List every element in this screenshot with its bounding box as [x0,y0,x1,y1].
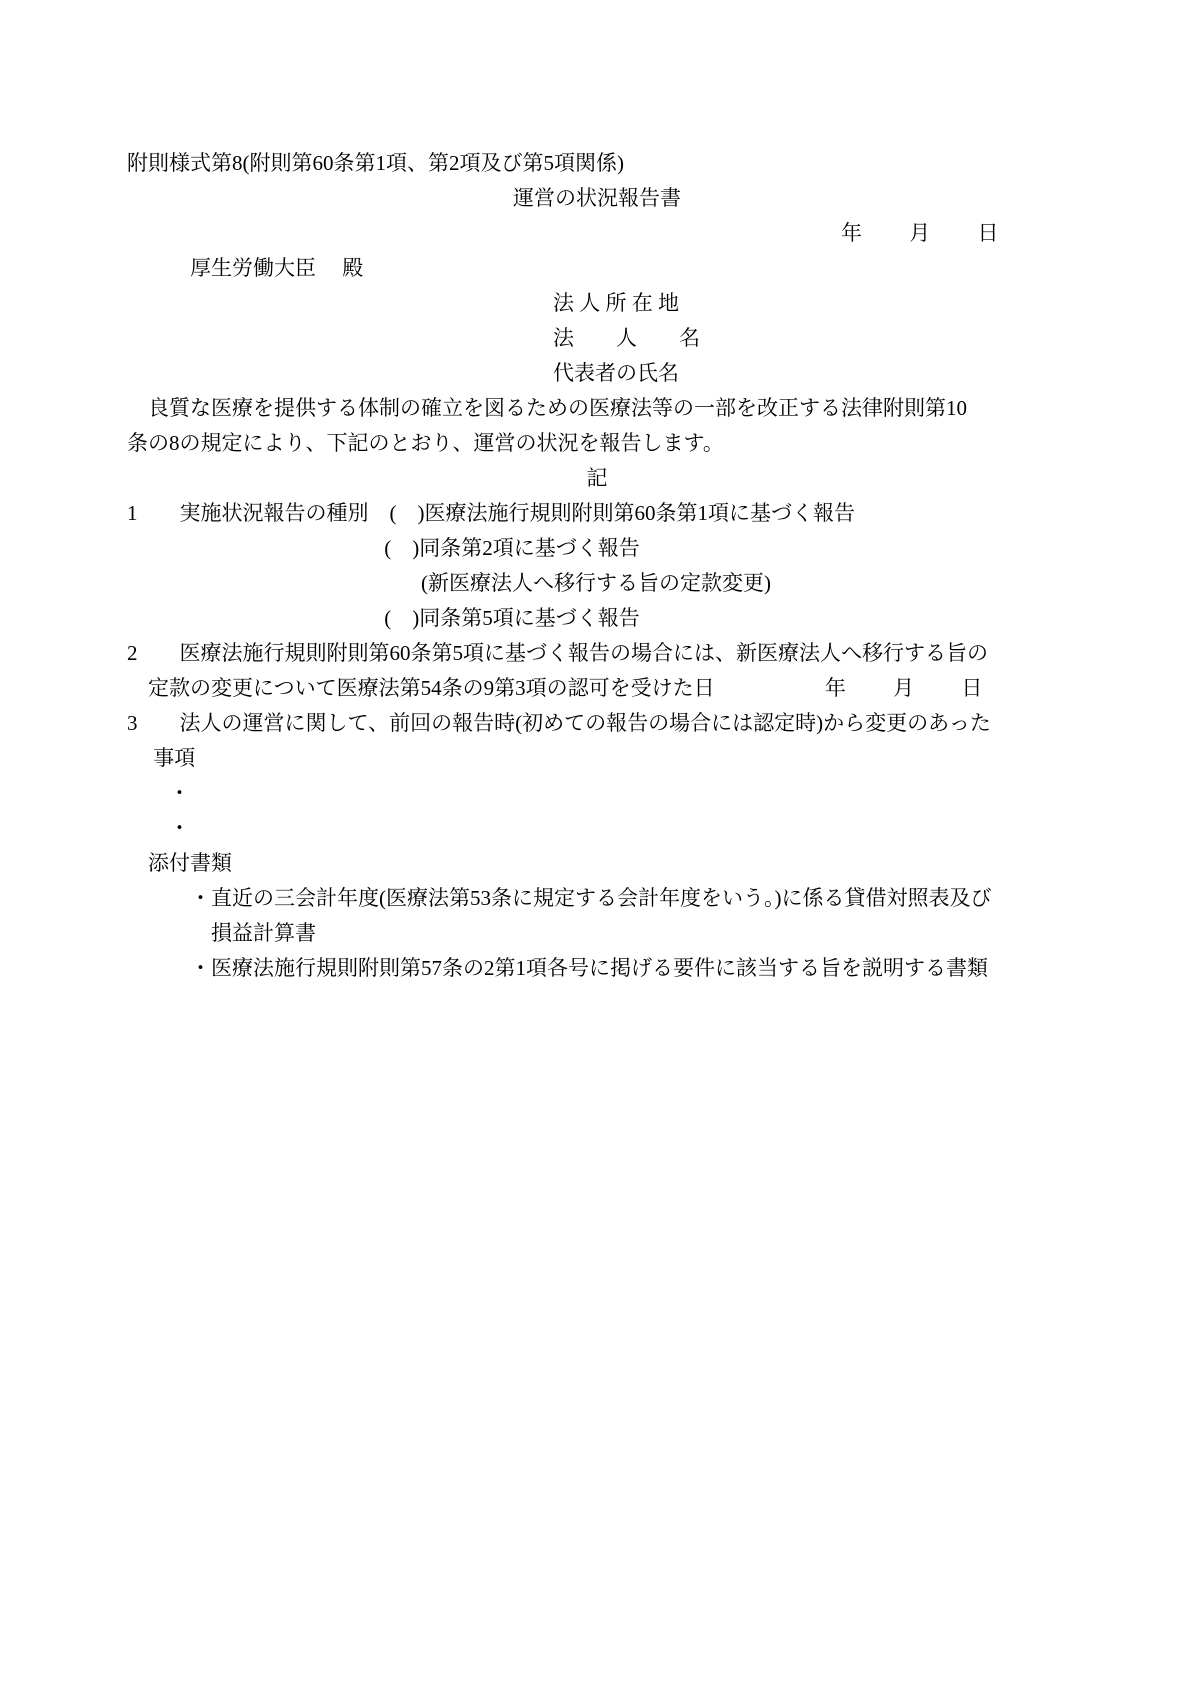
item1-report-type-line: 1 実施状況報告の種別 ( )医療法施行規則附則第60条第1項に基づく報告 [127,501,855,525]
change-item-bullet-2: ・ [127,816,190,840]
attachment-item-2: ・医療法施行規則附則第57条の2第1項各号に掲げる要件に該当する旨を説明する書類 [127,956,988,980]
corporation-name-label: 法 人 名 [553,326,700,350]
attachment-item-1-line-1: ・直近の三会計年度(医療法第53条に規定する会計年度をいう。)に係る貸借対照表及び [127,886,992,910]
date-line: 年 月 日 [841,221,999,245]
item1-option-paragraph5: ( )同条第5項に基づく報告 [127,606,640,630]
document-title: 運営の状況報告書 [513,186,681,210]
intro-paragraph-line-1: 良質な医療を提供する体制の確立を図るための医療法等の一部を改正する法律附則第10 [127,396,967,420]
change-item-bullet-1: ・ [127,781,190,805]
ki-section-marker: 記 [586,466,608,490]
item3-line-2: 事項 [127,746,196,770]
attachment-item-1-line-2: 損益計算書 [127,921,316,945]
representative-name-label: 代表者の氏名 [553,361,679,385]
intro-paragraph-line-2: 条の8の規定により、下記のとおり、運営の状況を報告します。 [127,431,724,455]
item2-line-2-approval-date: 定款の変更について医療法第54条の9第3項の認可を受けた日 年 月 日 [127,676,983,700]
addressee-line: 厚生労働大臣 殿 [127,256,364,280]
item3-line-1: 3 法人の運営に関して、前回の報告時(初めての報告の場合には認定時)から変更のあった [127,711,991,735]
item1-option-note: (新医療法人へ移行する旨の定款変更) [127,571,771,595]
form-number-label: 附則様式第8(附則第60条第1項、第2項及び第5項関係) [127,151,624,175]
corporation-address-label: 法 人 所 在 地 [553,291,679,315]
item2-line-1: 2 医療法施行規則附則第60条第5項に基づく報告の場合には、新医療法人へ移行する旨の [127,641,988,665]
item1-option-paragraph2: ( )同条第2項に基づく報告 [127,536,640,560]
attachments-heading: 添付書類 [127,851,232,875]
